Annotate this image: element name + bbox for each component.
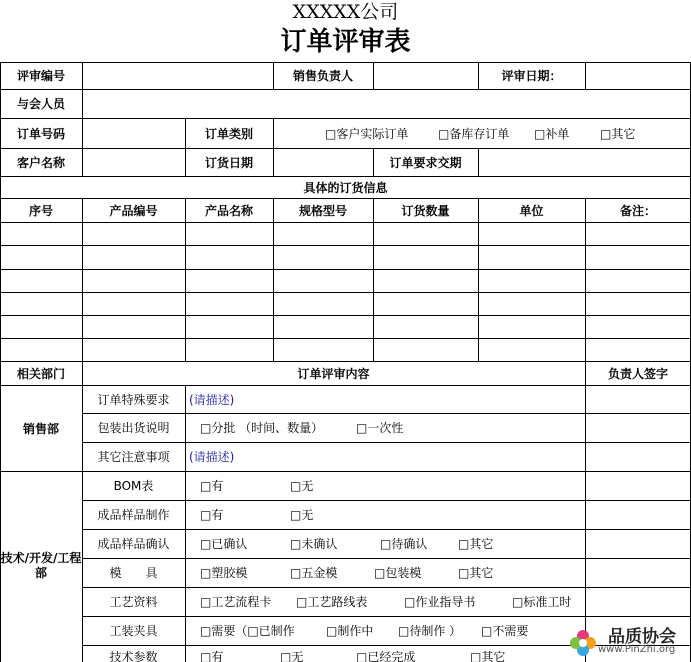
grid-line [0,245,691,246]
checkbox-bom-yes[interactable]: □有 [200,479,224,493]
label-order-type: 订单类别 [204,126,253,141]
col-header-product-code: 产品编号 [109,203,158,218]
checkbox-single-shipment[interactable]: □一次性 [356,421,404,435]
checkbox-bom-no[interactable]: □无 [290,479,314,493]
checkbox-mold-other[interactable]: □其它 [458,566,494,580]
sales-owner-field[interactable] [373,62,478,89]
checkbox-stock-order[interactable]: □备库存订单 [438,126,510,141]
checkbox-plastic-mold[interactable]: □塑胶模 [200,566,248,580]
checkbox-other-order[interactable]: □其它 [600,126,636,141]
checkbox-metal-mold[interactable]: □五金模 [290,566,338,580]
tech-label-bom: BOM表 [113,479,154,493]
grid-line [478,198,479,361]
checkbox-fixture-needed[interactable]: □需要（□已制作 [200,624,295,638]
checkbox-sample-no[interactable]: □无 [290,508,314,522]
sales-label-other-notes: 其它注意事项 [97,450,170,464]
checkbox-confirmed[interactable]: □已确认 [200,537,248,551]
col-header-product-name: 产品名称 [204,203,253,218]
flower-logo-icon [568,628,598,658]
col-header-remarks: 备注： [619,203,656,218]
checkbox-route-sheet[interactable]: □工艺路线表 [296,595,368,609]
label-department: 相关部门 [16,366,65,381]
dept-sales: 销售部 [22,421,59,436]
checkbox-process-card[interactable]: □工艺流程卡 [200,595,272,609]
checkbox-pending-confirm[interactable]: □待确认 [380,537,428,551]
order-no-field[interactable] [82,118,185,148]
tech-label-fixtures: 工装夹具 [109,624,158,638]
col-header-quantity: 订货数量 [401,203,450,218]
review-no-field[interactable] [82,62,273,89]
checkbox-fixture-not-needed[interactable]: □不需要 [481,624,529,638]
tech-label-mold: 模 具 [109,566,158,580]
grid-line [585,361,586,662]
label-signature: 负责人签字 [607,366,668,381]
col-header-spec: 规格型号 [298,203,347,218]
checkbox-params-yes[interactable]: □有 [200,650,224,662]
company-name: XXXXX公司 [292,1,399,23]
grid-line [0,315,691,316]
checkbox-replenish-order[interactable]: □补单 [534,126,570,141]
checkbox-packaging-mold[interactable]: □包装模 [374,566,422,580]
label-attendees: 与会人员 [16,97,65,111]
label-customer: 客户名称 [16,155,65,170]
watermark-brand: 品质协会 [608,627,676,647]
grid-line [585,198,586,361]
sales-special-req-desc[interactable]: (请描述) [189,392,235,407]
checkbox-standard-time[interactable]: □标准工时 [512,595,572,609]
label-sales-owner: 销售负责人 [292,69,353,83]
tech-label-params: 技术参数 [109,650,158,662]
col-header-unit: 单位 [519,203,544,218]
watermark-url: www.PinZhi.org [598,644,676,655]
checkbox-unconfirmed[interactable]: □未确认 [290,537,338,551]
required-date-field[interactable] [478,148,691,176]
label-order-no: 订单号码 [16,126,65,141]
section-title: 具体的订货信息 [303,180,388,195]
attendees-field[interactable] [82,89,691,118]
checkbox-partial-shipment[interactable]: □分批 （时间、数量） [200,421,324,435]
col-header-no: 序号 [28,203,53,218]
form-title: 订单评审表 [280,27,411,57]
sales-label-packing: 包装出货说明 [97,421,170,435]
tech-label-process-docs: 工艺资料 [109,595,158,609]
grid-line [185,198,186,361]
sales-label-special-req: 订单特殊要求 [97,392,170,407]
label-required-date: 订单要求交期 [389,155,462,170]
grid-line [0,269,691,270]
review-date-field[interactable] [585,62,691,89]
checkbox-params-done[interactable]: □已经完成 [356,650,416,662]
dept-technical: 技术/开发/工程部 [0,550,82,580]
order-date-field[interactable] [273,148,373,176]
sales-other-notes-desc[interactable]: (请描述) [189,450,235,464]
customer-field[interactable] [82,148,185,176]
watermark [568,620,691,662]
tech-label-sample-making: 成品样品制作 [97,508,170,522]
label-review-date: 评审日期： [501,69,562,83]
label-review-content: 订单评审内容 [297,366,370,381]
grid-line [0,338,691,339]
grid-line [273,198,274,361]
tech-label-sample-confirm: 成品样品确认 [97,537,170,551]
checkbox-sample-yes[interactable]: □有 [200,508,224,522]
checkbox-params-no[interactable]: □无 [280,650,304,662]
grid-line [373,198,374,361]
grid-line [0,292,691,293]
checkbox-work-instruction[interactable]: □作业指导书 [404,595,476,609]
label-review-no: 评审编号 [16,69,65,83]
grid-line [0,222,691,223]
checkbox-fixture-in-progress[interactable]: □制作中 [326,624,374,638]
grid-line [185,385,186,662]
checkbox-fixture-pending[interactable]: □待制作 ） [398,624,462,638]
label-order-date: 订货日期 [204,155,253,170]
grid-line [82,198,83,361]
grid-line [273,118,274,148]
checkbox-params-other[interactable]: □其它 [470,650,506,662]
checkbox-actual-order[interactable]: □客户实际订单 [325,126,409,141]
checkbox-confirm-other[interactable]: □其它 [458,537,494,551]
